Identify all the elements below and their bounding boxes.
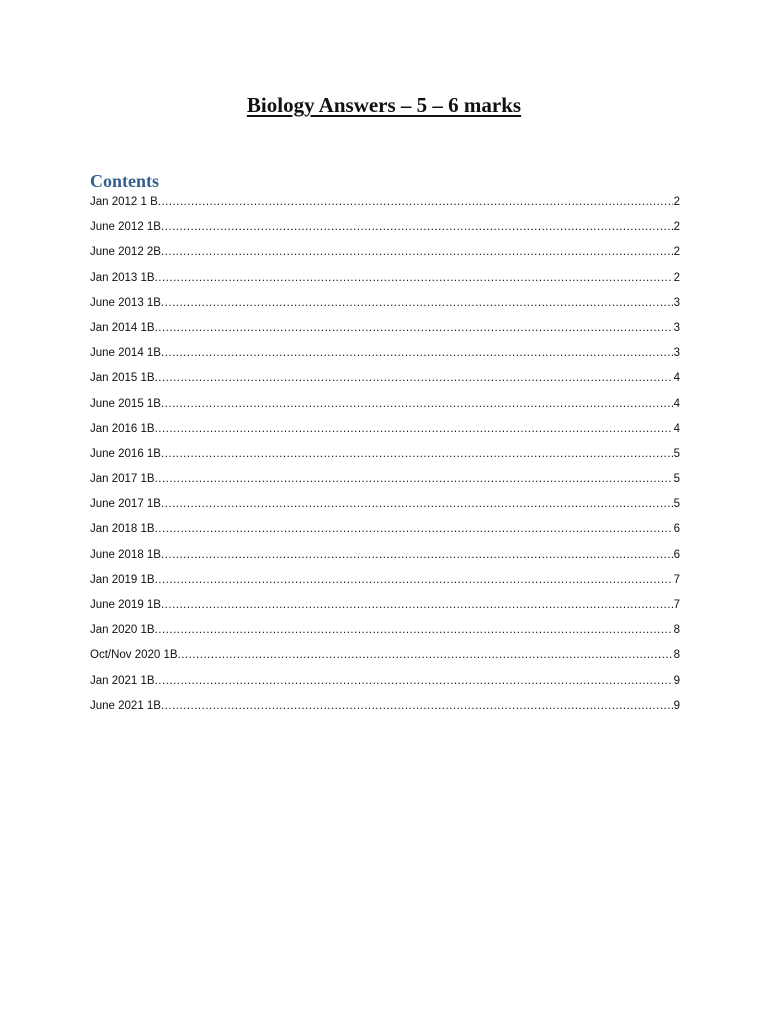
- toc-entry-page-number[interactable]: 3: [673, 296, 680, 309]
- toc-entry-label[interactable]: June 2019 1B: [90, 599, 161, 611]
- toc-entry-page-number[interactable]: 7: [673, 573, 680, 586]
- toc-dot-leader: [161, 498, 673, 510]
- toc-dot-leader: [161, 549, 673, 561]
- toc-entry[interactable]: [90, 700, 680, 725]
- toc-entry-page-number[interactable]: 4: [673, 422, 680, 435]
- toc-entry-page-number[interactable]: 6: [673, 523, 680, 536]
- toc-entry-page-number[interactable]: 2: [673, 221, 680, 234]
- document-title: Biology Answers – 5 – 6 marks: [246, 93, 522, 117]
- toc-entry-label[interactable]: June 2012 2B: [90, 246, 161, 259]
- toc-entry-page-number[interactable]: 5: [673, 473, 680, 486]
- toc-entry-page-number[interactable]: 8: [673, 624, 680, 637]
- toc-entry-page-number[interactable]: 3: [673, 321, 680, 334]
- toc-entry[interactable]: [90, 347, 680, 372]
- toc-dot-leader: [178, 649, 673, 661]
- toc-entry[interactable]: [90, 498, 680, 523]
- toc-entry[interactable]: [90, 549, 680, 574]
- toc-dot-leader: [161, 700, 673, 712]
- toc-entry-label[interactable]: June 2017 1B: [90, 498, 161, 511]
- toc-dot-leader: [155, 675, 673, 687]
- toc-entry-label[interactable]: Jan 2012 1 B: [90, 196, 158, 208]
- toc-entry[interactable]: [90, 423, 680, 448]
- toc-entry-label[interactable]: June 2016 1B: [90, 447, 161, 460]
- toc-entry[interactable]: [90, 599, 680, 624]
- toc-dot-leader: [155, 523, 673, 535]
- toc-entry-label[interactable]: June 2013 1B: [90, 296, 161, 309]
- toc-entry[interactable]: [90, 372, 680, 397]
- toc-entry[interactable]: [90, 322, 680, 347]
- toc-entry[interactable]: [90, 246, 680, 271]
- toc-entry-label[interactable]: Jan 2014 1B: [90, 321, 155, 334]
- toc-entry-label[interactable]: Jan 2016 1B: [90, 422, 155, 435]
- toc-heading: Contents: [90, 171, 160, 191]
- toc-entry-label[interactable]: June 2018 1B: [90, 548, 161, 561]
- toc-entry-label[interactable]: Jan 2017 1B: [90, 473, 155, 486]
- toc-dot-leader: [155, 322, 673, 334]
- toc-entry[interactable]: [90, 221, 680, 246]
- toc-entry-label[interactable]: Jan 2018 1B: [90, 523, 155, 536]
- toc-entry[interactable]: [90, 523, 680, 548]
- toc-dot-leader: [155, 574, 673, 586]
- toc-entry-page-number[interactable]: 6: [673, 548, 680, 561]
- toc-entry[interactable]: [90, 574, 680, 599]
- table-of-contents: [90, 196, 680, 725]
- toc-entry[interactable]: [90, 297, 680, 322]
- toc-dot-leader: [161, 246, 673, 258]
- toc-entry-page-number[interactable]: 9: [673, 674, 680, 687]
- toc-entry-page-number[interactable]: 5: [673, 498, 680, 511]
- toc-entry[interactable]: [90, 624, 680, 649]
- toc-entry-page-number[interactable]: 4: [673, 372, 680, 385]
- toc-dot-leader: [161, 398, 673, 410]
- toc-entry-label[interactable]: Oct/Nov 2020 1B: [90, 649, 178, 662]
- toc-entry[interactable]: [90, 649, 680, 674]
- toc-entry-page-number[interactable]: 5: [673, 447, 680, 460]
- toc-entry-page-number[interactable]: 4: [673, 397, 680, 410]
- toc-dot-leader: [161, 347, 673, 359]
- toc-dot-leader: [155, 473, 673, 485]
- toc-entry-page-number[interactable]: 2: [673, 271, 680, 284]
- toc-entry[interactable]: [90, 398, 680, 423]
- toc-dot-leader: [161, 297, 673, 309]
- toc-dot-leader: [158, 196, 673, 208]
- toc-dot-leader: [155, 272, 673, 284]
- toc-dot-leader: [161, 599, 673, 611]
- toc-entry-page-number[interactable]: 2: [673, 196, 680, 208]
- toc-entry-label[interactable]: Jan 2020 1B: [90, 624, 155, 637]
- toc-dot-leader: [161, 221, 673, 233]
- toc-entry-page-number[interactable]: 9: [673, 699, 680, 712]
- toc-entry-page-number[interactable]: 7: [673, 599, 680, 611]
- toc-dot-leader: [161, 448, 673, 460]
- toc-entry-label[interactable]: June 2014 1B: [90, 347, 161, 360]
- toc-dot-leader: [155, 624, 673, 636]
- toc-dot-leader: [155, 423, 673, 435]
- toc-entry[interactable]: [90, 675, 680, 700]
- toc-entry[interactable]: [90, 473, 680, 498]
- toc-entry-label[interactable]: Jan 2021 1B: [90, 674, 155, 687]
- toc-entry-label[interactable]: June 2021 1B: [90, 699, 161, 712]
- toc-entry-label[interactable]: June 2012 1B: [90, 221, 161, 234]
- toc-dot-leader: [155, 372, 673, 384]
- toc-entry-label[interactable]: June 2015 1B: [90, 397, 161, 410]
- toc-entry-label[interactable]: Jan 2019 1B: [90, 573, 155, 586]
- toc-entry-label[interactable]: Jan 2015 1B: [90, 372, 155, 385]
- toc-entry[interactable]: [90, 272, 680, 297]
- toc-entry-label[interactable]: Jan 2013 1B: [90, 271, 155, 284]
- toc-entry-page-number[interactable]: 3: [673, 347, 680, 360]
- toc-entry[interactable]: [90, 196, 680, 221]
- toc-entry[interactable]: [90, 448, 680, 473]
- toc-entry-page-number[interactable]: 2: [673, 246, 680, 259]
- toc-entry-page-number[interactable]: 8: [673, 649, 680, 662]
